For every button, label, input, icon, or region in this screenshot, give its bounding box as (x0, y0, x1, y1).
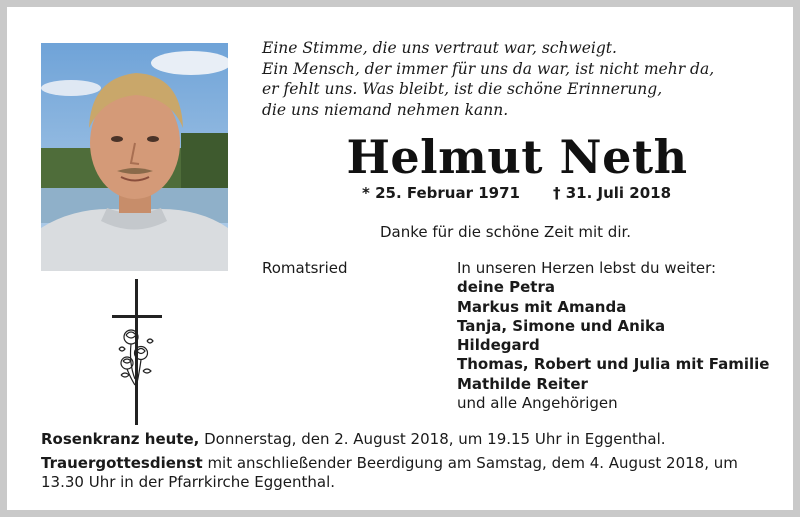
mourner-name: Thomas, Robert und Julia mit Familie (457, 355, 770, 374)
poem-line: er fehlt uns. Was bleibt, ist die schöne Erinnerung, (262, 80, 663, 98)
mourner-name: Tanja, Simone und Anika (457, 316, 666, 335)
funeral-label: Trauergottesdienst (41, 453, 203, 472)
poem-line: Eine Stimme, die uns vertraut war, schweigt. (262, 39, 617, 57)
funeral-info (41, 454, 781, 493)
place-name: Romatsried (262, 259, 348, 277)
mourners-closing: und alle Angehörigen (457, 394, 618, 413)
funeral-text: mit anschließender Beerdigung am Samstag, dem 4. August 2018, um 13.30 Uhr in der Pfarrkirche Eggenthal. (41, 453, 738, 491)
mourner-name: Markus mit Amanda (457, 297, 627, 316)
rosary-text: Donnerstag, den 2. August 2018, um 19.15 Uhr in Eggenthal. (199, 430, 666, 448)
thanks-line: Danke für die schöne Zeit mit dir. (380, 223, 632, 241)
mourner-name: Mathilde Reiter (457, 374, 588, 393)
poem-line: Ein Mensch, der immer für uns da war, ist nicht mehr da, (262, 59, 715, 78)
deceased-name: Helmut Neth (346, 130, 688, 184)
poem-line: die uns niemand nehmen kann. (262, 100, 509, 119)
mourners-intro: In unseren Herzen lebst du weiter: (457, 259, 717, 277)
rosary-label: Rosenkranz heute, (41, 430, 200, 448)
mourners-list (457, 259, 797, 413)
birth-date: * 25. Februar 1971 (362, 184, 520, 202)
services-info (41, 430, 781, 497)
mourner-name: Hildegard (457, 336, 540, 355)
cross-with-roses-icon (107, 279, 167, 425)
death-date: † 31. Juli 2018 (553, 184, 672, 202)
mourner-name: deine Petra (457, 278, 555, 297)
rosary-info (41, 430, 781, 450)
poem (262, 38, 782, 120)
portrait-photo (41, 43, 228, 271)
